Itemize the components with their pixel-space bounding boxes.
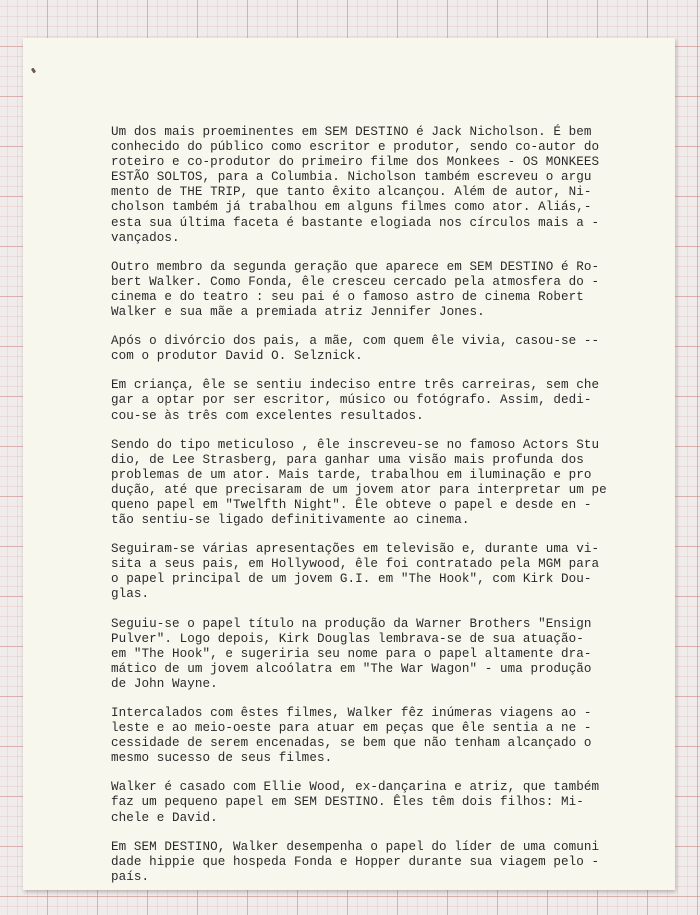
document-body: [111, 125, 671, 899]
paragraph: [111, 542, 671, 602]
text-line: Pulver". Logo depois, Kirk Douglas lembrava-se de sua atuação-: [111, 631, 584, 646]
text-line: gar a optar por ser escritor, músico ou fotógrafo. Assim, dedi-: [111, 393, 592, 408]
text-line: mento de THE TRIP, que tanto êxito alcançou. Além de autor, Ni-: [111, 185, 592, 200]
paragraph: [111, 706, 671, 766]
text-line: Walker é casado com Ellie Wood, ex-dançarina e atriz, que também: [111, 780, 600, 795]
text-line: ESTÃO SOLTOS, para a Columbia. Nicholson também escreveu o argu: [111, 170, 592, 185]
text-line: cessidade de serem encenadas, se bem que não tenham alcançado o: [111, 736, 592, 751]
paragraph: [111, 438, 671, 529]
paragraph: [111, 840, 671, 885]
text-line: Seguiu-se o papel título na produção da Warner Brothers "Ensign: [111, 616, 592, 631]
typewritten-page: [23, 38, 675, 890]
text-line: mesmo sucesso de seus filmes.: [111, 751, 333, 766]
text-line: chele e David.: [111, 810, 218, 825]
text-line: vançados.: [111, 230, 180, 245]
text-line: problemas de um ator. Mais tarde, trabalhou em iluminação e pro: [111, 467, 592, 482]
text-line: cholson também já trabalhou em alguns filmes como ator. Aliás,-: [111, 200, 592, 215]
text-line: faz um pequeno papel em SEM DESTINO. Êles têm dois filhos: Mi-: [111, 795, 584, 810]
text-line: Intercalados com êstes filmes, Walker fêz inúmeras viagens ao -: [111, 706, 592, 720]
text-line: cinema e do teatro : seu pai é o famoso astro de cinema Robert: [111, 289, 584, 304]
text-line: em "The Hook", e sugeriria seu nome para o papel altamente dra-: [111, 646, 592, 661]
text-line: mático de um jovem alcoólatra em "The War Wagon" - uma produção: [111, 661, 592, 676]
paragraph: [111, 780, 671, 825]
paragraph: [111, 334, 671, 364]
text-line: o papel principal de um jovem G.I. em "The Hook", com Kirk Dou-: [111, 572, 592, 587]
text-line: esta sua última faceta é bastante elogiada nos círculos mais a -: [111, 215, 600, 230]
paragraph: [111, 378, 671, 423]
text-line: sita a seus pais, em Hollywood, êle foi contratado pela MGM para: [111, 557, 600, 572]
text-line: dução, até que precisaram de um jovem ator para interpretar um pe: [111, 482, 607, 497]
text-line: conhecido do público como escritor e produtor, sendo co-autor do: [111, 140, 600, 155]
text-line: roteiro e co-produtor do primeiro filme dos Monkees - OS MONKEES: [111, 155, 600, 170]
text-line: Seguiram-se várias apresentações em televisão e, durante uma vi-: [111, 542, 600, 557]
paragraph: [111, 125, 671, 246]
paragraph: [111, 260, 671, 320]
text-line: bert Walker. Como Fonda, êle cresceu cercado pela atmosfera do -: [111, 274, 600, 289]
text-line: Em SEM DESTINO, Walker desempenha o papel do líder de uma comuni: [111, 839, 600, 854]
text-line: país.: [111, 869, 150, 884]
text-line: tão sentiu-se ligado definitivamente ao cinema.: [111, 513, 470, 528]
text-line: Em criança, êle se sentiu indeciso entre três carreiras, sem che: [111, 378, 600, 393]
text-line: Walker e sua mãe a premiada atriz Jennifer Jones.: [111, 305, 485, 320]
text-line: Outro membro da segunda geração que aparece em SEM DESTINO é Ro-: [111, 259, 600, 274]
text-line: dade hippie que hospeda Fonda e Hopper durante sua viagem pelo -: [111, 854, 600, 869]
text-line: Sendo do tipo meticuloso , êle inscreveu-se no famoso Actors Stu: [111, 437, 600, 452]
text-line: dio, de Lee Strasberg, para ganhar uma visão mais profunda dos: [111, 452, 584, 467]
text-line: leste e ao meio-oeste para atuar em peças que êle sentia a ne -: [111, 721, 592, 736]
text-line: Um dos mais proeminentes em SEM DESTINO é Jack Nicholson. É bem: [111, 125, 592, 139]
text-line: queno papel em "Twelfth Night". Êle obteve o papel e desde en -: [111, 497, 592, 512]
text-line: cou-se às três com excelentes resultados.: [111, 408, 424, 423]
paragraph: [111, 617, 671, 692]
text-line: glas.: [111, 587, 150, 602]
text-line: de John Wayne.: [111, 676, 218, 691]
text-line: com o produtor David O. Selznick.: [111, 349, 363, 364]
text-line: Após o divórcio dos pais, a mãe, com quem êle vivia, casou-se --: [111, 334, 600, 349]
ink-mark: [31, 68, 36, 74]
